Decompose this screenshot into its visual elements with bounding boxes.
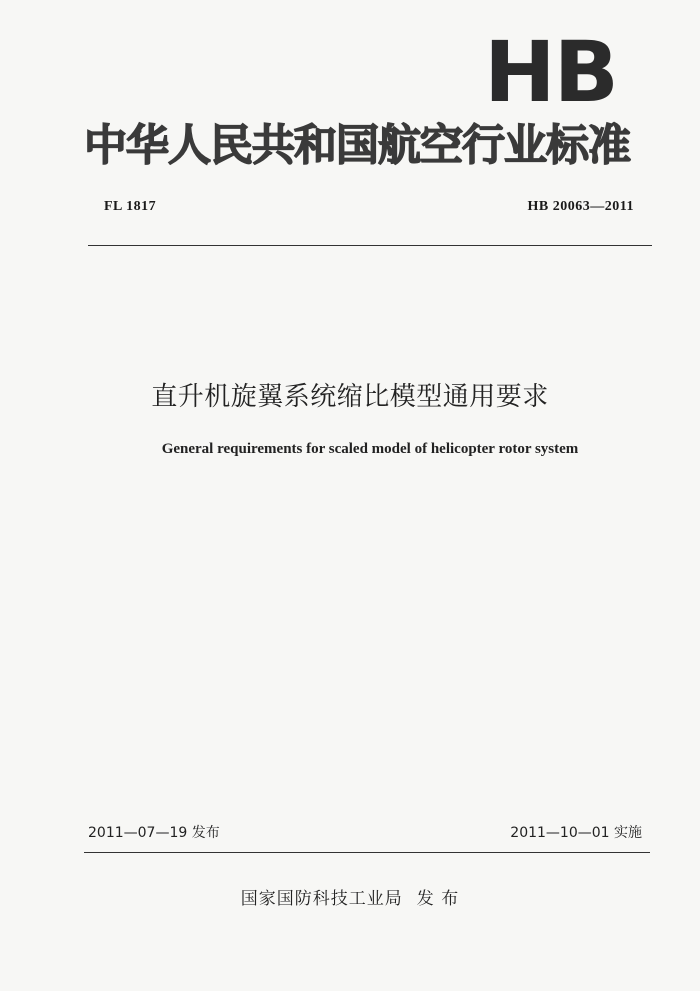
publisher-action: 发 布 [416, 889, 460, 909]
standard-title-chinese: 直升机旋翼系统缩比模型通用要求 [151, 382, 549, 412]
implementation-date: 2011—10—01 实施 [510, 825, 642, 841]
publisher-name: 国家国防科技工业局 [240, 889, 403, 909]
standard-number: HB 20063—2011 [527, 199, 634, 214]
bottom-divider [84, 852, 650, 853]
classification-code: FL 1817 [104, 199, 157, 214]
publisher-line [0, 884, 700, 909]
publication-date: 2011—07—19 发布 [88, 825, 220, 841]
hb-logo: HB [484, 23, 617, 121]
standard-title-english: General requirements for scaled model of helicopter rotor system [161, 441, 579, 457]
issuer-title: 中华人民共和国航空行业标准 [84, 121, 630, 171]
top-divider [88, 245, 652, 246]
